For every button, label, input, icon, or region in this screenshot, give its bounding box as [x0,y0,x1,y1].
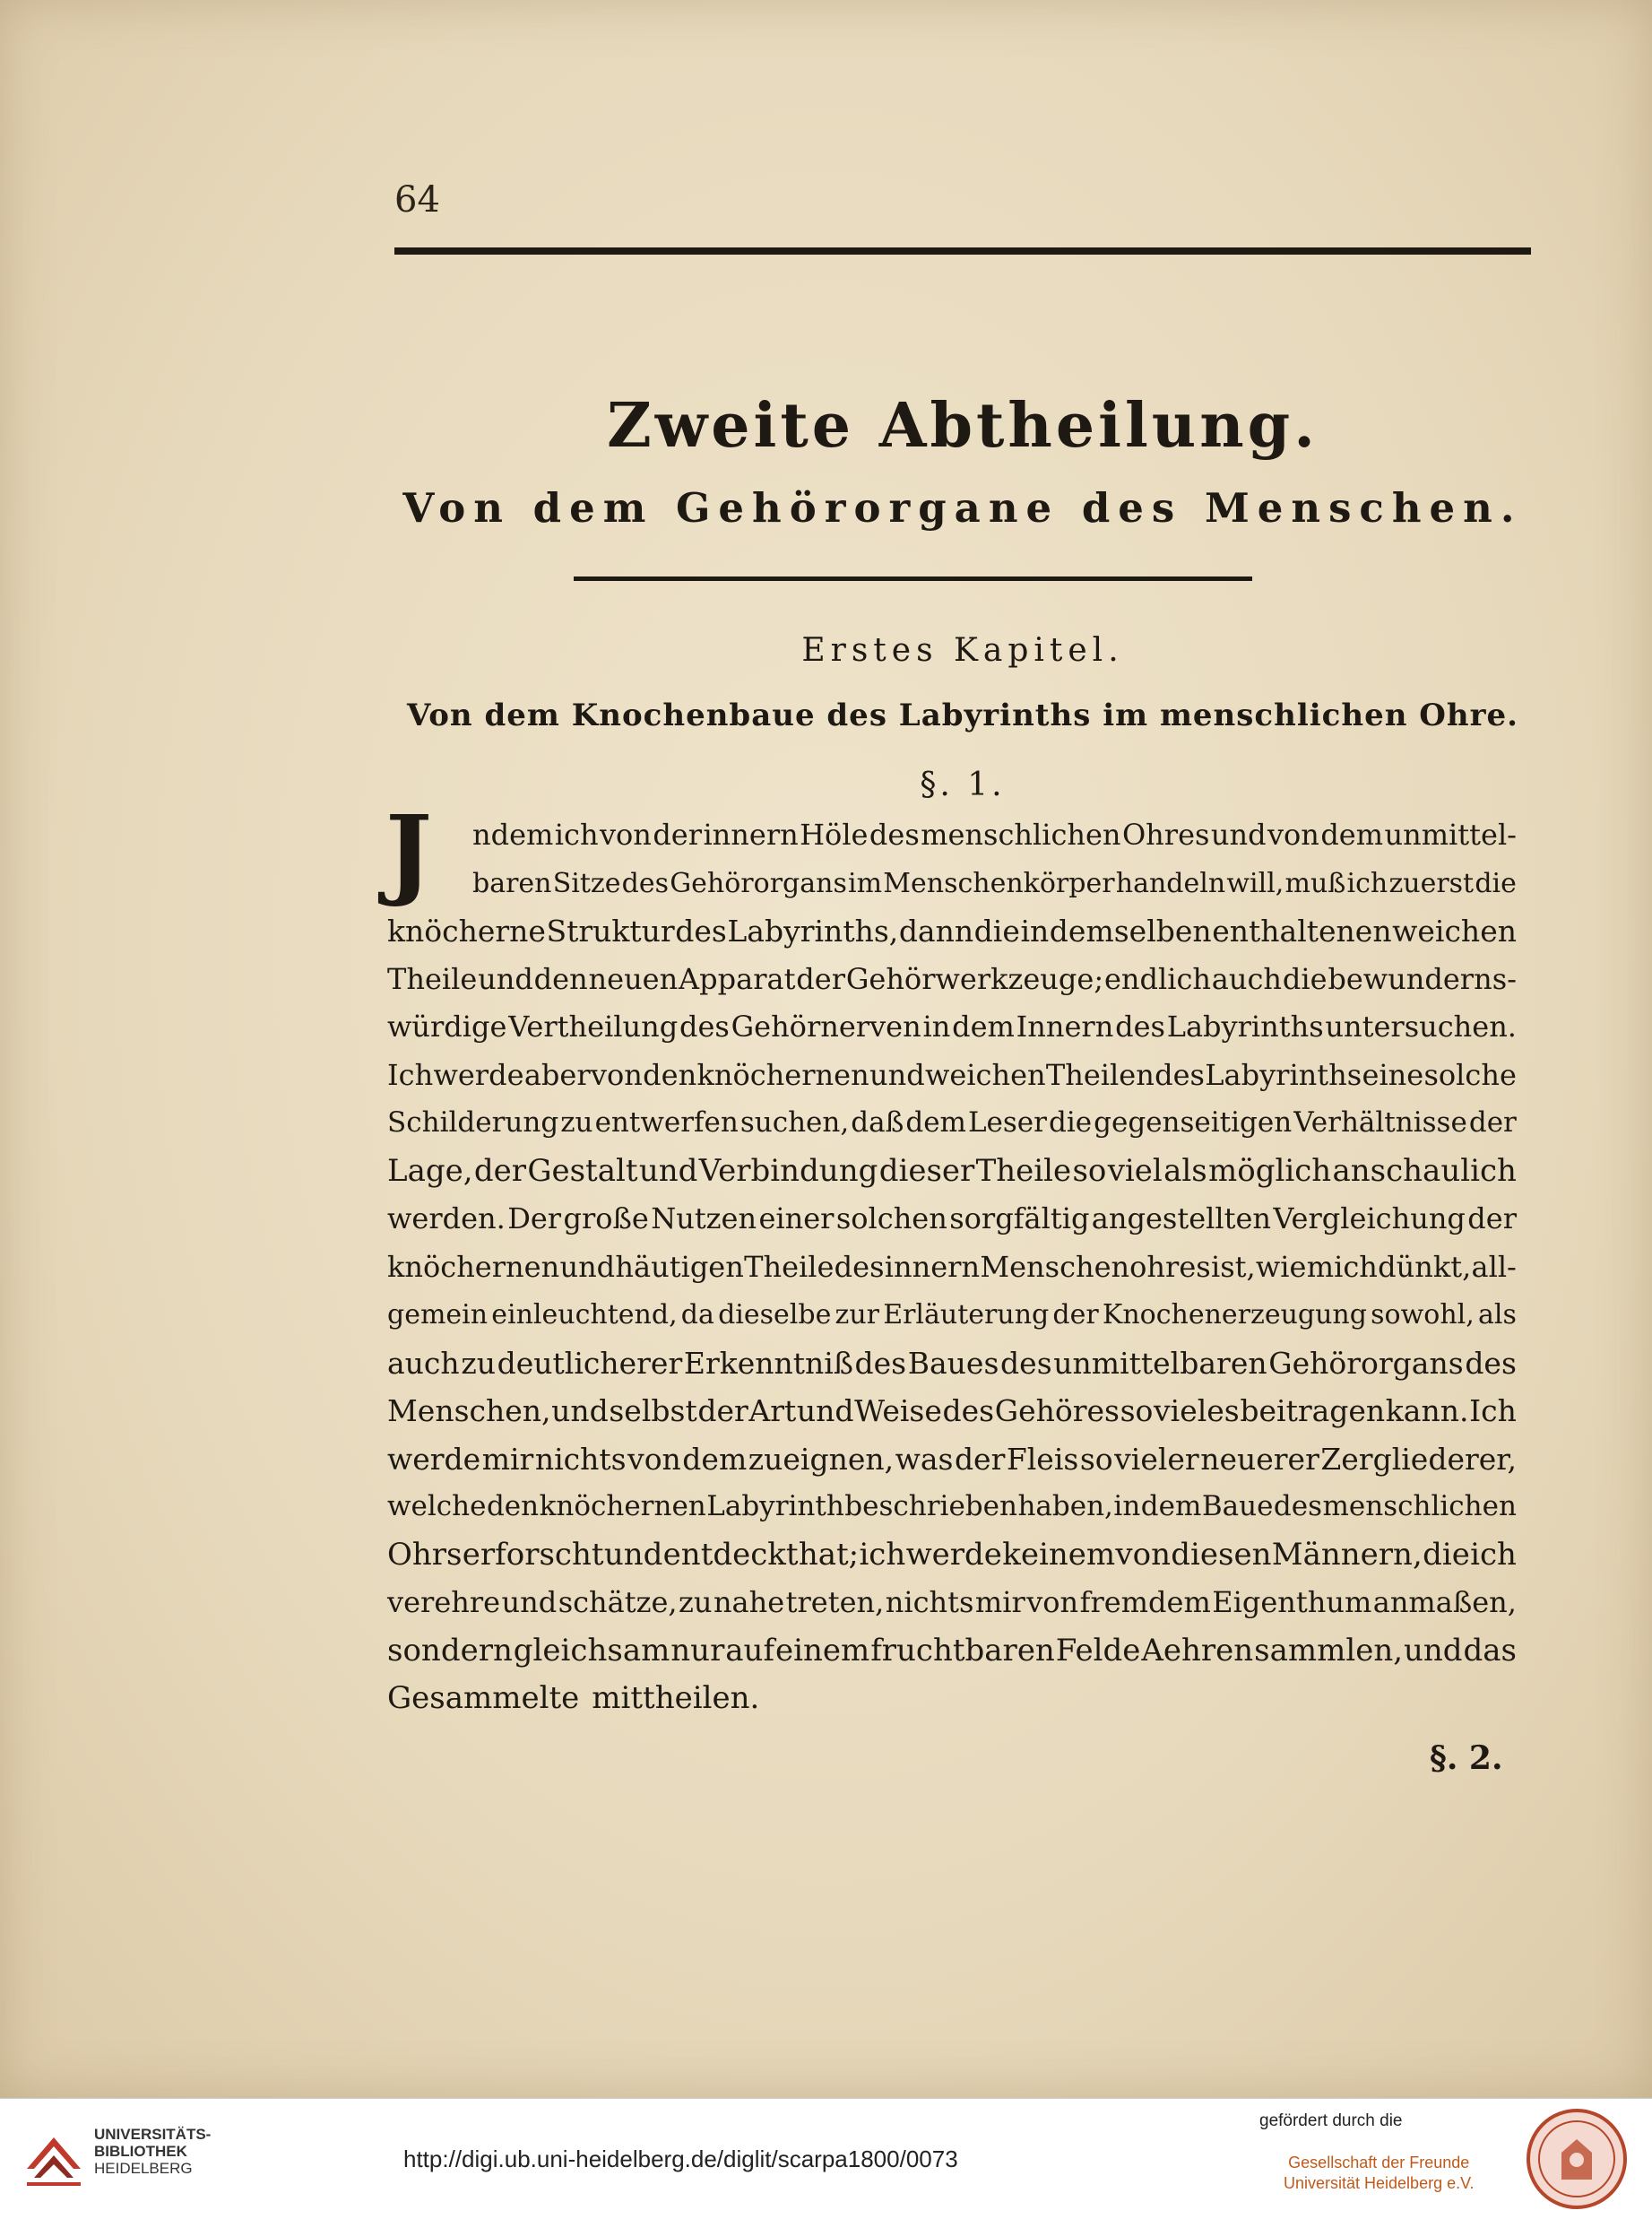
word: dieser [878,1152,975,1189]
word: diesen [1171,1536,1272,1573]
university-seal-icon [1526,2108,1628,2210]
word: und [603,1536,663,1573]
word: von [590,1057,643,1092]
word: vieler [1114,1441,1199,1477]
word: selbst [609,1393,697,1428]
word: welche [387,1490,487,1522]
word: all- [1471,1249,1517,1284]
word: und [1210,818,1267,852]
page-number: 64 [394,179,440,221]
word: in [922,1010,951,1044]
word: werden. [387,1201,506,1235]
word: knöchernen [696,1057,869,1092]
word: den [533,961,588,996]
text-line [387,1483,1517,1531]
word: Aehren [1141,1632,1254,1669]
word: und [551,1393,609,1428]
word: Theile [744,1249,835,1284]
word: Eigenthum [1212,1585,1372,1619]
word: Baue [1201,1490,1274,1522]
text-line [387,1052,1517,1100]
word: im [848,867,883,899]
word: untersuchen. [1325,1010,1517,1044]
word: solchen [835,1201,947,1235]
word: und [1403,1632,1463,1669]
word: deutlicherer [497,1345,683,1381]
society-name-line: Gesellschaft der Freunde [1288,2154,1470,2171]
text-line [387,1339,1517,1388]
text-line [387,1387,1517,1435]
word: mir [974,1585,1025,1619]
word: zueignen, [748,1441,895,1477]
word: dem [682,1441,748,1477]
university-library-logo-icon[interactable] [18,2115,90,2205]
word: Theilen [1045,1057,1155,1092]
word: zur [835,1299,879,1331]
word: von [1267,818,1319,852]
word: muß [1284,867,1346,899]
word: Labyrinth [706,1490,844,1522]
permalink[interactable]: http://digi.ub.uni-heidelberg.de/diglit/scarpa1800/0073 [403,2145,958,2172]
word: der [1052,1299,1099,1331]
word: von [599,818,652,852]
word: kann. [1385,1393,1469,1428]
word: häutigen [615,1249,744,1284]
word: erforscht [462,1536,604,1573]
word: Vertheilung [508,1010,679,1044]
word: werde [905,1536,1002,1573]
library-name-line: UNIVERSITÄTS- [94,2126,212,2143]
word: sorgfältig [949,1201,1090,1235]
word: Gesammelte [387,1680,580,1716]
word: des [869,818,920,852]
word: auf [725,1632,775,1669]
library-name [94,2126,211,2177]
word: knöchernen [539,1490,706,1522]
word: ich [554,818,599,852]
text-line [387,907,1517,956]
part-subtitle: Von dem Gehörorgane des Menschen. [402,484,1523,532]
word: Ich [387,1057,434,1092]
part-title: Zweite Abtheilung. [607,390,1319,462]
word: ndem [472,818,554,852]
word: Verbindung [698,1152,878,1189]
word: Ohres [1121,818,1210,852]
word: des [675,914,727,949]
word: suchen, [740,1106,850,1139]
word: Höle [800,818,869,852]
word: die [1282,961,1328,996]
word: verehre [387,1585,501,1619]
word: Männern, [1271,1536,1423,1573]
word: nichts [885,1585,974,1619]
word: des [621,867,670,899]
word: des [1155,1057,1205,1092]
word: Gestalt [527,1152,638,1189]
word: Labyrinths [1205,1057,1362,1092]
word: enthaltenen [1212,914,1392,949]
word: Labyrinths, [727,914,899,949]
word: so [1072,1152,1107,1189]
word: und [869,1057,925,1092]
word: zu [560,1106,593,1139]
word: sondern [387,1632,513,1669]
word: der [954,1441,1006,1477]
word: Der [507,1201,562,1235]
word: Lage, [387,1152,473,1189]
word: die [973,914,1020,949]
body-text [387,811,1517,1723]
society-name-line: Universität Heidelberg e.V. [1284,2174,1475,2192]
word: Knochenerzeugung [1102,1299,1367,1331]
funded-by-label: gefördert durch die [1259,2111,1403,2130]
word: einem [774,1632,870,1669]
word: Gehörorgans [670,867,847,899]
word: des [854,1345,907,1381]
text-line [387,1531,1517,1580]
word: baren [472,867,552,899]
word: beitragen [1240,1393,1386,1428]
word: würdige [387,1010,507,1044]
word: Menschen, [387,1393,551,1428]
word: so [1079,1441,1113,1477]
word: unmittel- [1384,818,1517,852]
word: als [1163,1152,1207,1189]
word: des [834,1249,885,1284]
word: Verhältnisse [1293,1106,1467,1139]
word: auch [387,1345,460,1381]
word: gegenseitigen [1094,1106,1293,1139]
word: unmittelbaren [1053,1345,1267,1381]
text-line [387,860,1517,908]
word: der [796,961,845,996]
word: schätze, [558,1585,678,1619]
word: als [1477,1299,1517,1331]
drop-cap: J [385,793,433,909]
word: aber [523,1057,591,1092]
word: eine [1362,1057,1424,1092]
word: vieles [1154,1393,1240,1428]
word: ich [1346,867,1388,899]
text-line [387,956,1517,1004]
word: fruchtbaren [870,1632,1055,1669]
word: zu [461,1345,496,1381]
word: Gehörorgans [1268,1345,1464,1381]
word: den [643,1057,697,1092]
word: von [1115,1536,1171,1573]
word: Art [748,1393,797,1428]
word: entdeckt [662,1536,799,1573]
word: Felde [1055,1632,1141,1669]
word: dem [905,1106,966,1139]
word: solche [1423,1057,1517,1092]
word: auch [1211,961,1283,996]
section-rule [574,576,1252,581]
word: der [1468,1106,1517,1139]
word: innern [703,818,799,852]
library-name-line: HEIDELBERG [94,2160,193,2177]
word: die [1049,1106,1093,1139]
word: keinem [1002,1536,1116,1573]
word: in [1020,914,1050,949]
word: ich [859,1536,906,1573]
word: knöchernen [387,1249,560,1284]
word: Gehöres [994,1393,1120,1428]
word: dünkt, [1378,1249,1472,1284]
word: die [1423,1536,1470,1573]
text-line [387,1148,1517,1196]
word: dem [1140,1490,1202,1522]
word: Theile [975,1152,1072,1189]
word: und [796,1393,854,1428]
word: Theile [387,961,478,996]
word: des [1115,1010,1165,1044]
word: und [478,961,533,996]
word: mich [1306,1249,1378,1284]
word: Innern [1016,1010,1114,1044]
library-name-line: BIBLIOTHEK [94,2143,187,2160]
section-mark: §. 1. [920,767,1006,803]
word: Baues [907,1345,999,1381]
word: zuerst [1388,867,1475,899]
word: Weise [854,1393,942,1428]
catchword: §. 2. [1430,1739,1503,1777]
chapter-subtitle: Von dem Knochenbaue des Labyrinths im menschlichen Ohre. [406,698,1518,733]
word: anmaßen, [1372,1585,1517,1619]
word: Sitze [552,867,621,899]
word: von [627,1441,681,1477]
word: in [1113,1490,1141,1522]
word: haben, [1017,1490,1113,1522]
word: der [1467,1201,1517,1235]
word: Leser [967,1106,1047,1139]
footer-bar [0,2098,1652,2219]
word: und [559,1249,616,1284]
word: des [942,1393,995,1428]
word: Labyrinths [1166,1010,1324,1044]
word: große [563,1201,649,1235]
word: von [1026,1585,1079,1619]
word: den [486,1490,540,1522]
word: entwerfen [594,1106,739,1139]
text-line [387,1675,1517,1723]
word: anschaulich [1332,1152,1517,1189]
text-line [387,1435,1517,1484]
word: Gehörwerkzeuge; [845,961,1104,996]
word: werde [387,1441,481,1477]
word: Gehörnerven [731,1010,921,1044]
word: sowohl, [1371,1299,1475,1331]
word: sammlen, [1254,1632,1404,1669]
word: des [1273,1490,1323,1522]
word: Apparat [679,961,796,996]
word: Erläuterung [883,1299,1050,1331]
word: einleuchtend, [491,1299,678,1331]
header-rule [394,247,1531,255]
word: dem [1320,818,1384,852]
word: hat; [798,1536,860,1573]
word: beschrieben [844,1490,1017,1522]
text-line [387,1195,1517,1244]
word: dieselbe [718,1299,832,1331]
word: viel [1107,1152,1163,1189]
word: der [473,1152,526,1189]
word: einer [758,1201,835,1235]
word: des [679,1010,730,1044]
word: des [1000,1345,1052,1381]
word: wie [1255,1249,1307,1284]
word: gleichsam [513,1632,670,1669]
word: menschlichen [1322,1490,1517,1522]
word: endlich [1103,961,1211,996]
word: will, [1226,867,1284,899]
word: Ohrs [387,1536,463,1573]
word: Erkenntniß [683,1345,853,1381]
word: die [1475,867,1517,899]
word: Schilderung [387,1106,559,1139]
word: Zergliederer, [1320,1441,1517,1477]
word: des [1465,1345,1517,1381]
word: und [501,1585,558,1619]
word: ich [1470,1536,1517,1573]
word: und [638,1152,698,1189]
word: der [653,818,703,852]
word: handeln [1115,867,1226,899]
word: Nutzen [651,1201,757,1235]
word: innern [884,1249,981,1284]
word: der [697,1393,748,1428]
word: Menschenohres [980,1249,1211,1284]
word: bewunderns- [1328,961,1517,996]
text-line [387,1291,1517,1339]
word: daß [851,1106,904,1139]
word: ist, [1210,1249,1256,1284]
word: mir [481,1441,534,1477]
text-line [387,1579,1517,1627]
text-line [387,1627,1517,1676]
word: gemein [387,1299,489,1331]
word: angestellten [1091,1201,1271,1235]
word: nahe [713,1585,785,1619]
word: werde [433,1057,524,1092]
word: weichen [924,1057,1046,1092]
word: mittheilen. [592,1680,760,1716]
text-line [387,811,1517,860]
word: Struktur [546,914,675,949]
word: Menschenkörper [883,867,1115,899]
word: neuen [588,961,679,996]
word: so [1120,1393,1154,1428]
chapter-title: Erstes Kapitel. [801,632,1124,669]
word: Vergleichung [1273,1201,1466,1235]
word: dem [952,1010,1015,1044]
word: Fleis [1006,1441,1079,1477]
text-line [387,1099,1517,1148]
word: dann [898,914,974,949]
text-line [387,1244,1517,1292]
word: knöcherne [387,914,546,949]
word: neuerer [1200,1441,1319,1477]
text-line [387,1003,1517,1052]
society-name [1284,2153,1474,2194]
word: das [1463,1632,1517,1669]
word: was [895,1441,954,1477]
word: weichen [1392,914,1517,949]
word: nichts [534,1441,627,1477]
word: menschlichen [921,818,1121,852]
word: demselben [1049,914,1212,949]
word: da [680,1299,714,1331]
word: nur [670,1632,725,1669]
word: möglich [1208,1152,1332,1189]
word: fremdem [1079,1585,1211,1619]
word: zu [679,1585,713,1619]
word: treten, [785,1585,885,1619]
word: Ich [1469,1393,1517,1428]
